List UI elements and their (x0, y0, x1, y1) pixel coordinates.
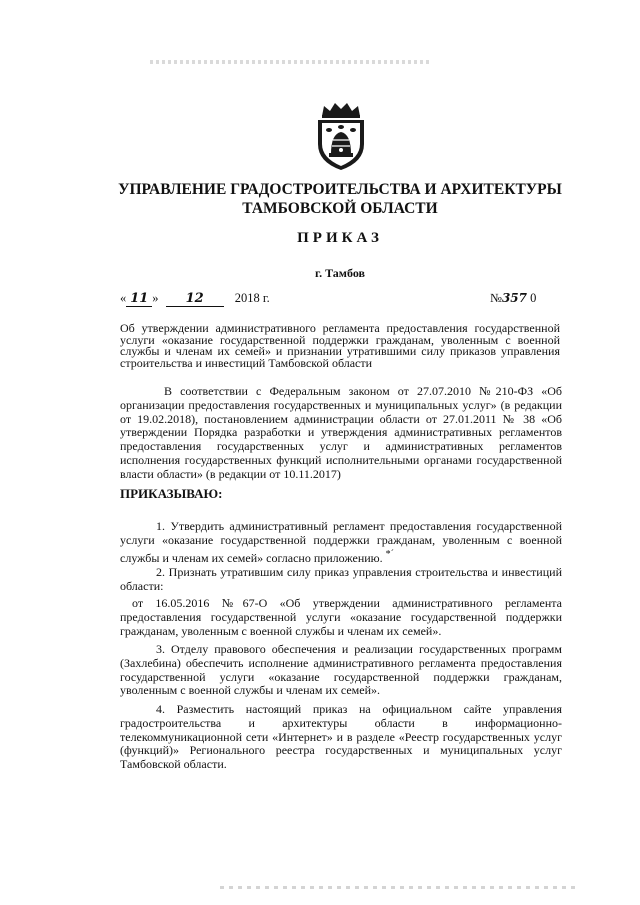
date-year: 2018 г. (234, 291, 270, 305)
preamble-paragraph: В соответствии с Федеральным законом от 27.07.2010 №210-ФЗ «Об организации предоставления государственных и муниципальных услуг» (в редакции от 19.02.2018), постановлением администрации области от 27.01.2011 № 38 «Об утверждении Порядка разработки и утверждения административных регламентов предоставления государственных услуг и административных регламентов исполнения государственных функций исполнительными органами государственной власти области» (в редакции от 10.11.2017) (120, 384, 562, 481)
order-item-2-detail: от 16.05.2016 №67-О «Об утверждении административного регламента предоставления государственной услуги «оказание государственной поддержки гражданам, уволенным с военной службы и членам их семей». (120, 596, 562, 638)
number-sign: № (490, 291, 502, 305)
date-day: 11 (126, 291, 152, 307)
order-word: ПРИКАЗЫВАЮ: (120, 486, 223, 501)
order-item-2: 2. Признать утратившим силу приказ управления строительства и инвестиций области: (120, 565, 562, 593)
order-item-4: 4. Разместить настоящий приказ на официальном сайте управления градостроительства и архитектуры области в информационно-телекоммуникационной сети «Интернет» и в разделе «Реестр государственных услуг (функций)» Регионального реестра государственных и муниципальных услуг Тамбовской области. (120, 702, 562, 772)
date-month: 12 (166, 291, 224, 307)
order-item-3: 3. Отделу правового обеспечения и реализации государственных программ (Захлебина) обеспечить исполнение административного регламента предоставления государственной услуги «оказание государственной поддержки гражданам, уволенным с военной службы и членам их семей». (120, 642, 562, 698)
order-item-1 (120, 520, 562, 565)
date-open-quote: « (120, 291, 127, 305)
coat-of-arms-icon (310, 100, 372, 172)
scan-mark: *´ (385, 548, 394, 560)
scan-artifact-bottom (220, 886, 580, 889)
organization-title: УПРАВЛЕНИЕ ГРАДОСТРОИТЕЛЬСТВА И АРХИТЕКТУРЫ ТАМБОВСКОЙ ОБЛАСТИ (118, 181, 562, 217)
order-title: ПРИКАЗ (297, 230, 383, 246)
order-number (490, 291, 536, 306)
number-suffix: 0 (530, 291, 537, 305)
city-label: г. Тамбов (315, 266, 365, 280)
order-item-1-text: 1. Утвердить административный регламент предоставления государственной услуги «оказание государственной поддержки гражданам, уволенным с военной службы и членам их семей» согласно приложению. (120, 519, 562, 565)
number-handwritten: 357 (501, 291, 527, 305)
scan-artifact-top (150, 60, 430, 64)
order-subject: Об утверждении административного регламента предоставления государственной услуги «оказание государственной поддержки гражданам, уволенным с военной службы и членам их семей» и признании утратившими силу приказов управления строительства и инвестиций Тамбовской области (120, 321, 560, 370)
date-close-quote: » (152, 291, 159, 305)
order-date (120, 291, 270, 307)
